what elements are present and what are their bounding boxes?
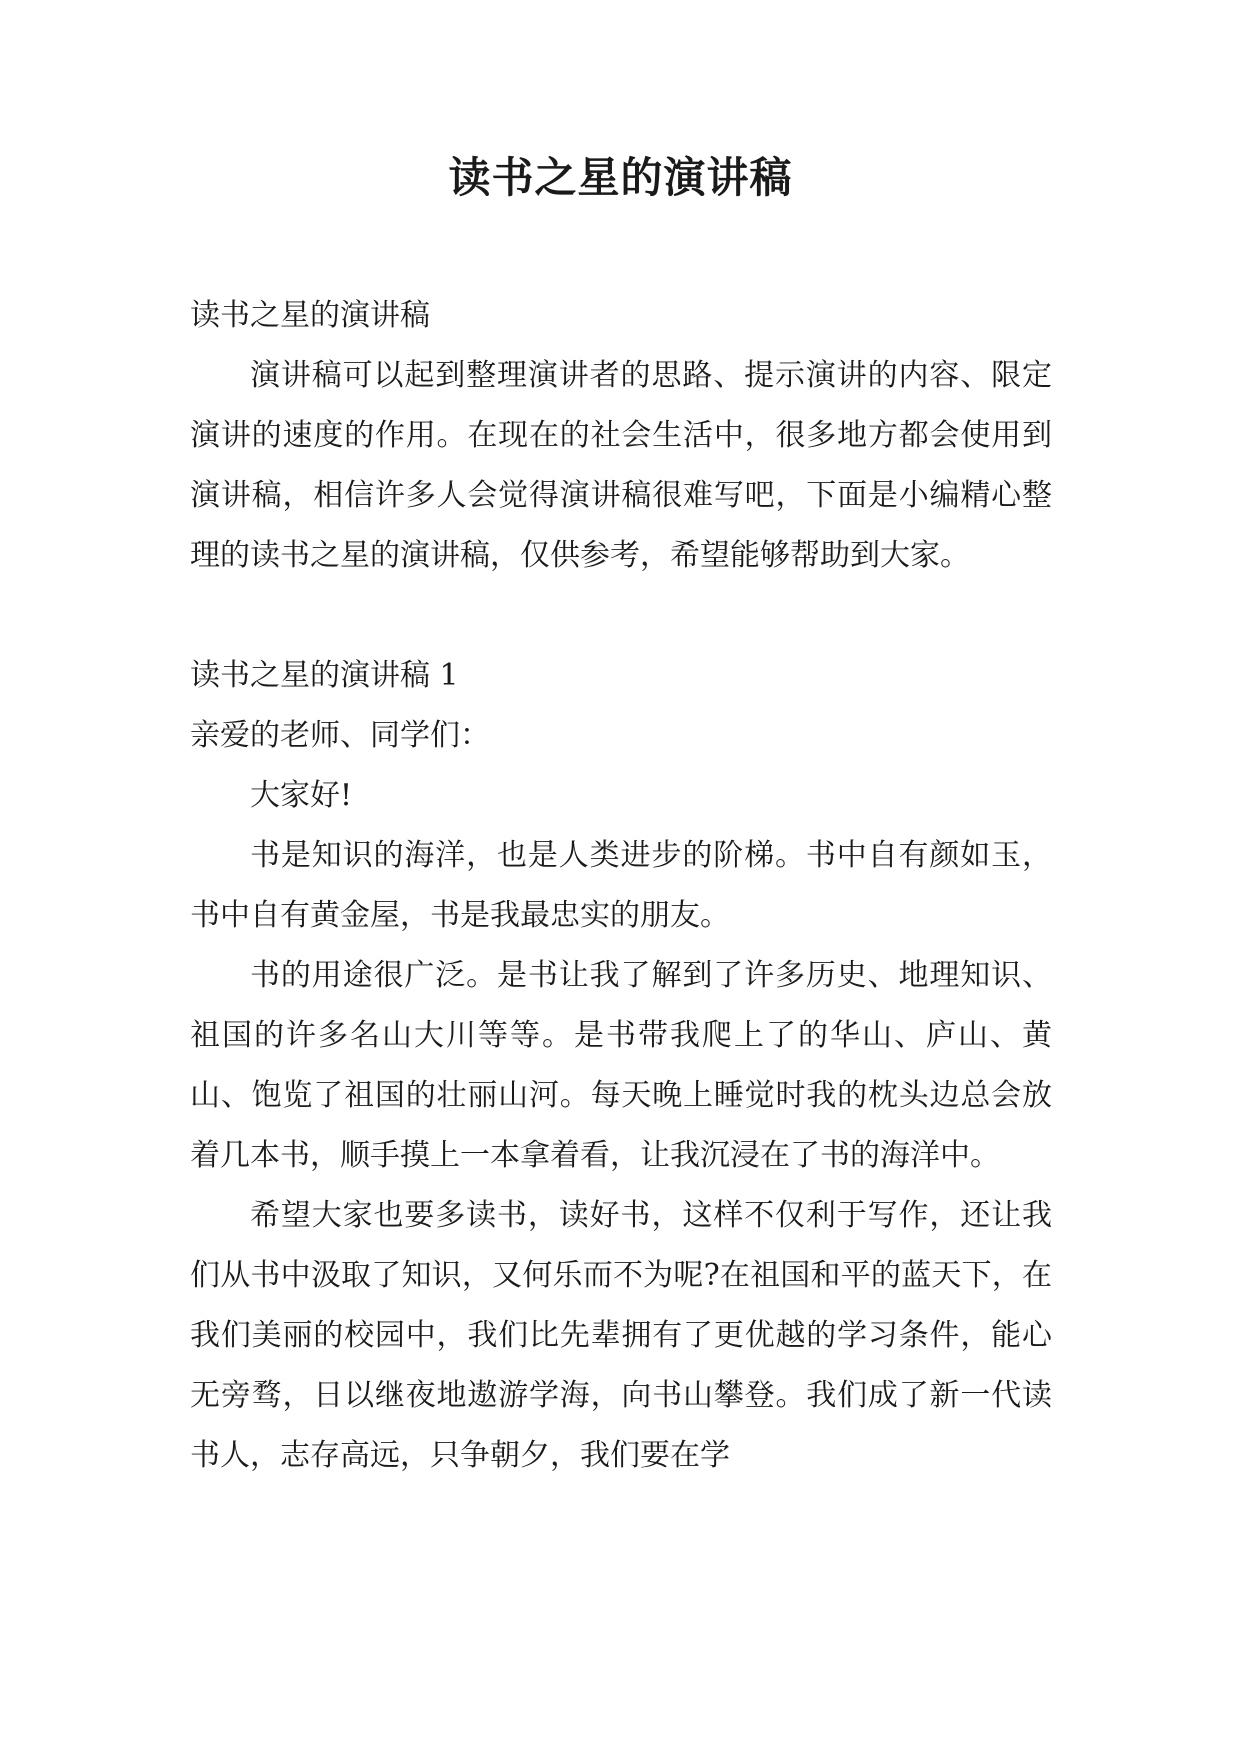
document-subtitle: 读书之星的演讲稿	[190, 298, 430, 333]
section-title: 读书之星的演讲稿 1	[190, 658, 459, 693]
body-paragraph-2: 书的用途很广泛。是书让我了解到了许多历史、地理知识、祖国的许多名山大川等等。是书带我爬上了的华山、庐山、黄山、饱览了祖国的壮丽山河。每天晚上睡觉时我的枕头边总会放着几本书，顺手摸上一本拿着看，让我沉浸在了书的海洋中。	[190, 958, 1052, 1173]
greeting: 大家好!	[250, 778, 353, 813]
body-paragraph-3: 希望大家也要多读书，读好书，这样不仅利于写作，还让我们从书中汲取了知识，又何乐而不为呢?在祖国和平的蓝天下，在我们美丽的校园中，我们比先辈拥有了更优越的学习条件，能心无旁骛，日以继夜地遨游学海，向书山攀登。我们成了新一代读书人，志存高远，只争朝夕，我们要在学	[190, 1198, 1052, 1473]
salutation: 亲爱的老师、同学们：	[190, 718, 490, 753]
intro-paragraph: 演讲稿可以起到整理演讲者的思路、提示演讲的内容、限定演讲的速度的作用。在现在的社会生活中，很多地方都会使用到演讲稿，相信许多人会觉得演讲稿很难写吧，下面是小编精心整理的读书之星的演讲稿，仅供参考，希望能够帮助到大家。	[190, 358, 1052, 573]
document-body	[190, 286, 1052, 1486]
body-paragraph-1: 书是知识的海洋，也是人类进步的阶梯。书中自有颜如玉，书中自有黄金屋，书是我最忠实的朋友。	[190, 838, 1052, 933]
document-title: 读书之星的演讲稿	[448, 153, 793, 202]
paragraph-gap	[190, 586, 1052, 646]
